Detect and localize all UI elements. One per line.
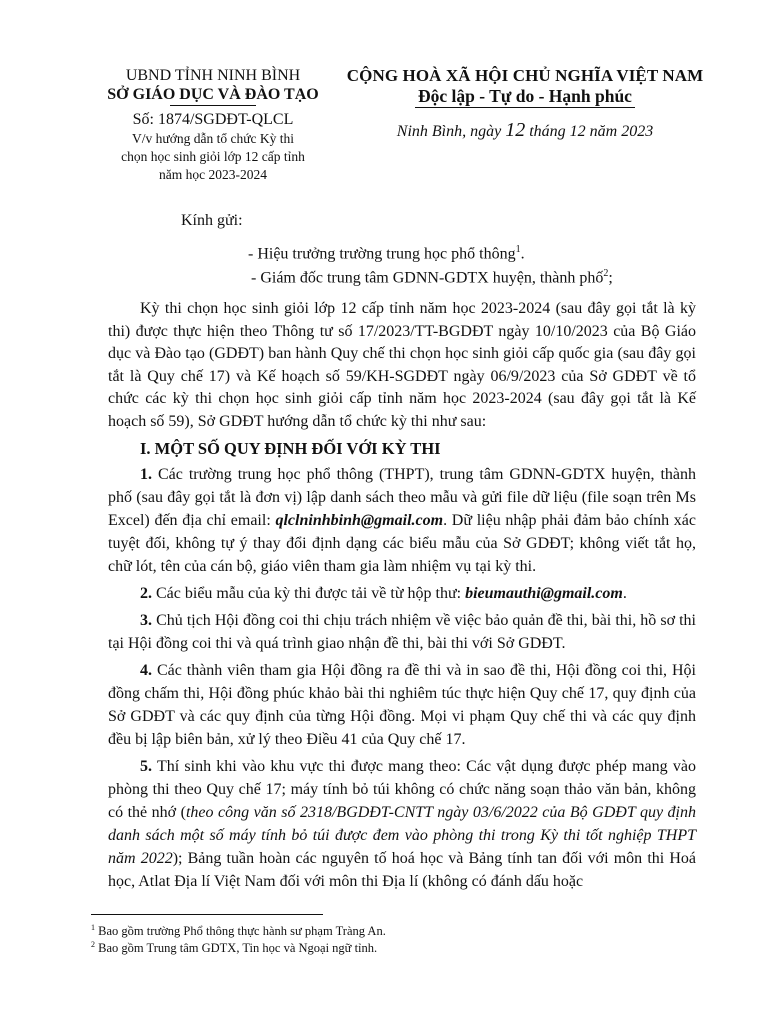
item-1 [108,463,696,578]
document-number: Số: 1874/SGDĐT-QLCL [132,111,294,128]
item-4-text: Các thành viên tham gia Hội đồng ra đề thi và in sao đề thi, Hội đồng coi thi, Hội đồng chấm thi, Hội đồng phúc khảo bài thi nghiêm túc thực hiện Quy chế 17, quy định của Sở GDĐT và các quy định của từng Hội đồng. Mọi vi phạm Quy chế thi và các quy định đều bị lập biên bản, xử lý theo Điều 41 của Quy chế 17. [108,661,696,748]
section-1-title: I. MỘT SỐ QUY ĐỊNH ĐỐI VỚI KỲ THI [140,438,441,458]
item-1-tail: . Dữ liệu nhập phải đảm bảo chính xác tuyệt đối, không tự ý thay đổi định dạng các biểu mẫu của Sở GDĐT; không viết tắt họ, chữ lót, tên của cán bộ, giáo viên tham gia làm nhiệm vụ tại kỳ thi. [108,511,697,575]
item-5-italic-reference: theo công văn số 2318/BGDĐT-CNTT ngày 03/6/2022 của Bộ GDĐT quy định danh sách một số máy tính bỏ túi được đem vào phòng thi trong Kỳ thi tốt nghiệp THPT năm 2022 [108,803,697,867]
email-qlcl-link[interactable]: qlclninhbinh@gmail.com [275,511,444,529]
email-bieumau-link[interactable]: bieumauthi@gmail.com [465,584,623,602]
department-name: SỞ GIÁO DỤC VÀ ĐÀO TẠO [107,86,319,103]
recipient-2 [251,262,613,290]
intro-paragraph: Kỳ thi chọn học sinh giỏi lớp 12 cấp tỉnh năm học 2023-2024 (sau đây gọi tắt là kỳ thi) được thực hiện theo Thông tư số 17/2023/TT-BGDĐT ngày 10/10/2023 của Bộ Giáo dục và Đào tạo (GDĐT) ban hành Quy chế thi chọn học sinh giỏi cấp quốc gia (sau đây gọi tắt là Quy chế 17) và Kế hoạch số 59/KH-SGDĐT ngày 06/9/2023 của Sở GDĐT về tổ chức các kỳ thi chọn học sinh giỏi cấp tỉnh năm học 2023-2024 (sau đây gọi tắt là Kế hoạch số 59), Sở GDĐT hướng dẫn tổ chức kỳ thi như sau: [108,300,696,430]
item-3-text: Chủ tịch Hội đồng coi thi chịu trách nhiệm về việc bảo quản đề thi, bài thi, hồ sơ thi tại Hội đồng coi thi và quá trình giao nhận đề thi, bài thi với Sở GDĐT. [108,611,696,652]
recipient-2-text: - Giám đốc trung tâm GDNN-GDTX huyện, thành phố [251,269,604,287]
date-day: 12 [505,119,526,141]
item-2-text: Các biểu mẫu của kỳ thi được tải về từ hộp thư: [152,584,466,602]
greeting: Kính gửi: [181,212,243,229]
item-1-text: Các trường trung học phổ thông (THPT), trung tâm GDNN-GDTX huyện, thành phố (sau đây gọi tắt là đơn vị) lập danh sách theo mẫu và gửi file dữ liệu (file soạn trên Ms Excel) đến địa chỉ email: [108,465,696,529]
item-2 [108,582,696,605]
subject-line-2: chọn học sinh giỏi lớp 12 cấp tỉnh [121,149,305,164]
document-body [108,298,696,897]
nation-title: CỘNG HOÀ XÃ HỘI CHỦ NGHĨA VIỆT NAM [346,66,704,85]
agency-name: UBND TỈNH NINH BÌNH [125,67,301,84]
issue-date [330,120,720,142]
date-prefix: Ninh Bình, ngày [396,123,502,140]
footnote-separator [91,914,323,915]
item-2-tail: . [622,584,627,602]
item-5 [108,755,696,893]
issuer-block [88,66,338,184]
recipient-1-text: - Hiệu trưởng trường trung học phổ thông [248,245,516,263]
item-5-number: 5. [140,757,152,775]
national-header [330,66,720,142]
recipient-1-tail: . [520,245,525,263]
item-1-number: 1. [140,465,152,483]
item-4-number: 4. [140,661,152,679]
national-motto: Độc lập - Tự do - Hạnh phúc [418,86,632,106]
footnote-2-marker: 2 [91,940,95,949]
item-3-number: 3. [140,611,152,629]
item-4 [108,659,696,751]
item-5-tail: ); Bảng tuần hoàn các nguyên tố hoá học và Bảng tính tan đối với môn thi Hoá học, Atlat Địa lí Việt Nam đối với môn thi Địa lí (không có đánh dấu hoặc [108,849,696,890]
footnote-1-marker: 1 [91,923,95,932]
item-2-number: 2. [140,584,152,602]
footnote-2 [91,937,377,956]
footnote-ref-1[interactable]: 1 [515,244,521,255]
subject-line-1: V/v hướng dẫn tổ chức Kỳ thi [132,131,294,146]
motto-underline [415,107,635,108]
footnote-ref-2[interactable]: 2 [603,268,609,279]
department-underline [170,105,256,106]
footnote-2-text: Bao gồm Trung tâm GDTX, Tin học và Ngoại ngữ tỉnh. [95,941,378,956]
subject-line-3: năm học 2023-2024 [159,167,267,182]
footnote-1-text: Bao gồm trường Phổ thông thực hành sư phạm Tràng An. [95,924,386,939]
item-5-text: Thí sinh khi vào khu vực thi được mang theo: Các vật dụng được phép mang vào phòng thi theo Quy chế 17; máy tính bỏ túi không có chức năng soạn thảo văn bản, không có thẻ nhớ ( [108,757,696,821]
recipient-2-tail: ; [608,269,613,287]
date-suffix: tháng 12 năm 2023 [529,123,654,140]
item-3 [108,609,696,655]
